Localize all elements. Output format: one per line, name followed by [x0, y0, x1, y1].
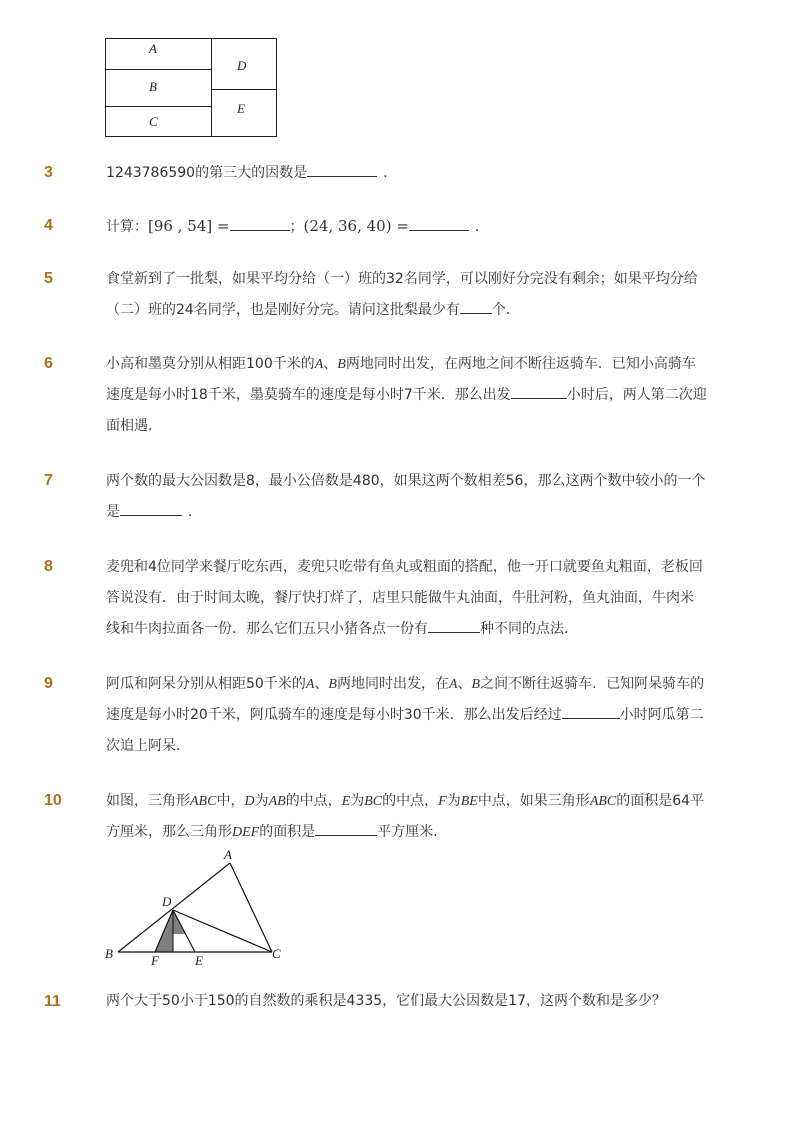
- problem-7-text: [106, 466, 718, 528]
- text-line: 答说没有．由于时间太晚，餐厅快打烊了，店里只能做牛丸油面，牛肚河粉，鱼丸油面，牛肉米: [106, 590, 694, 606]
- math-lcm: [96 , 54] =: [148, 217, 230, 235]
- text: 小时后，两人第二次迎: [566, 387, 707, 403]
- answer-blank: [511, 384, 567, 399]
- problem-3-text: [106, 159, 718, 188]
- text: 中，: [216, 793, 245, 809]
- text: 是: [106, 504, 120, 520]
- problem-number: 11: [44, 993, 61, 1010]
- text: 的面积是: [259, 824, 316, 840]
- problem-5-text: [106, 265, 718, 325]
- problem-9-text: [106, 669, 718, 762]
- var: BE: [460, 794, 478, 809]
- point-f-label: F: [151, 953, 159, 968]
- var-b: B: [337, 357, 346, 372]
- text: ；: [289, 219, 304, 235]
- answer-blank: [230, 216, 290, 231]
- text-line: 面相遇．: [106, 418, 162, 434]
- text: 两地同时出发，在两地之间不断往返骑车．已知小高骑车: [345, 356, 696, 372]
- var: F: [438, 794, 447, 809]
- problem-number: 10: [44, 792, 62, 809]
- text: ．: [474, 219, 489, 235]
- text: 如图，三角形: [106, 793, 190, 809]
- text-line: 两个大于50小于150的自然数的乘积是4335，它们最大公因数是17，这两个数和是多少？: [106, 993, 666, 1009]
- box-label-c: C: [149, 114, 158, 129]
- text: 速度是每小时20千米，阿瓜骑车的速度是每小时30千米．那么出发后经过: [106, 707, 562, 723]
- problem-11-text: [106, 987, 718, 1016]
- var: BC: [364, 794, 383, 809]
- text: 速度是每小时18千米，墨莫骑车的速度是每小时7千米．那么出发: [106, 387, 511, 403]
- var: D: [244, 794, 255, 809]
- text: 阿瓜和阿呆分别从相距50千米的: [106, 676, 306, 692]
- var-b: B: [471, 677, 481, 692]
- var-a: A: [448, 677, 458, 692]
- answer-blank: [562, 704, 620, 719]
- text: 的面积是64平: [616, 793, 705, 809]
- problem-4-text: [106, 212, 718, 242]
- answer-blank: [315, 821, 377, 836]
- text: 方厘米，那么三角形: [106, 824, 232, 840]
- text: 为: [446, 793, 461, 809]
- var: E: [341, 794, 351, 809]
- text: 、: [323, 356, 338, 372]
- text: 个．: [491, 302, 520, 318]
- region-box-diagram: [105, 38, 279, 140]
- problem-number: 5: [44, 270, 53, 287]
- text: ．: [188, 504, 202, 520]
- answer-blank: [307, 162, 377, 177]
- text: （二）班的24名同学，也是刚好分完。请问这批梨最少有: [106, 302, 460, 318]
- text-line: 麦兜和4位同学来餐厅吃东西，麦兜只吃带有鱼丸或粗面的搭配，他一开口就要鱼丸粗面，老板回: [106, 559, 703, 575]
- box-label-a: A: [149, 41, 157, 56]
- answer-blank: [428, 618, 480, 633]
- var: AB: [268, 794, 286, 809]
- box-label-b: B: [149, 79, 157, 94]
- text: 种不同的点法．: [480, 621, 578, 637]
- text: 小高和墨莫分别从相距100千米的: [106, 356, 315, 372]
- answer-blank: [460, 299, 492, 314]
- text-line: 两个数的最大公因数是8，最小公倍数是480，如果这两个数相差56，那么这两个数中较小的一个: [106, 473, 706, 489]
- text: 中点，如果三角形: [477, 793, 590, 809]
- problem-number: 7: [44, 472, 53, 489]
- text: 的中点，: [382, 793, 439, 809]
- text: 之间不断往返骑车．已知阿呆骑车的: [480, 676, 705, 692]
- text-line: 次追上阿呆．: [106, 738, 190, 754]
- problem-number: 9: [44, 675, 53, 692]
- problem-number: 4: [44, 217, 53, 234]
- point-a-label: A: [224, 847, 232, 862]
- problem-8-text: [106, 552, 718, 645]
- var: ABC: [589, 794, 617, 809]
- point-d-label: D: [162, 894, 172, 909]
- var: DEF: [232, 825, 260, 840]
- text: 平方厘米．: [377, 824, 448, 840]
- var-a: A: [314, 357, 324, 372]
- answer-blank: [120, 501, 182, 516]
- text: 的中点，: [285, 793, 342, 809]
- text: 小时阿瓜第二: [619, 707, 704, 723]
- point-b-label: B: [105, 946, 113, 961]
- text: 、: [314, 676, 329, 692]
- point-c-label: C: [272, 946, 281, 961]
- var-b: B: [328, 677, 337, 692]
- math-gcd: (24, 36, 40) =: [303, 217, 409, 235]
- text: 1243786590的第三大的因数是: [106, 165, 308, 181]
- problem-number: 8: [44, 558, 53, 575]
- triangle-figure: [100, 842, 300, 972]
- problem-10-text: [106, 786, 718, 848]
- text: 为: [350, 793, 365, 809]
- point-e-label: E: [195, 953, 203, 968]
- text: ．: [383, 165, 398, 181]
- text: 线和牛肉拉面各一份．那么它们五只小猪各点一份有: [106, 621, 428, 637]
- var-a: A: [305, 677, 315, 692]
- text: 、: [457, 676, 472, 692]
- problem-number: 6: [44, 355, 53, 372]
- box-label-e: E: [237, 101, 245, 116]
- text-line: 食堂新到了一批梨，如果平均分给（一）班的32名同学，可以刚好分完没有剩余；如果平均分给: [106, 271, 698, 287]
- box-label-d: D: [237, 58, 247, 73]
- problem-6-text: [106, 349, 718, 442]
- text: 计算：: [106, 219, 148, 235]
- answer-blank: [409, 216, 469, 231]
- problem-number: 3: [44, 164, 53, 181]
- text: 为: [254, 793, 269, 809]
- var: ABC: [190, 794, 217, 809]
- text: 两地同时出发，在: [336, 676, 449, 692]
